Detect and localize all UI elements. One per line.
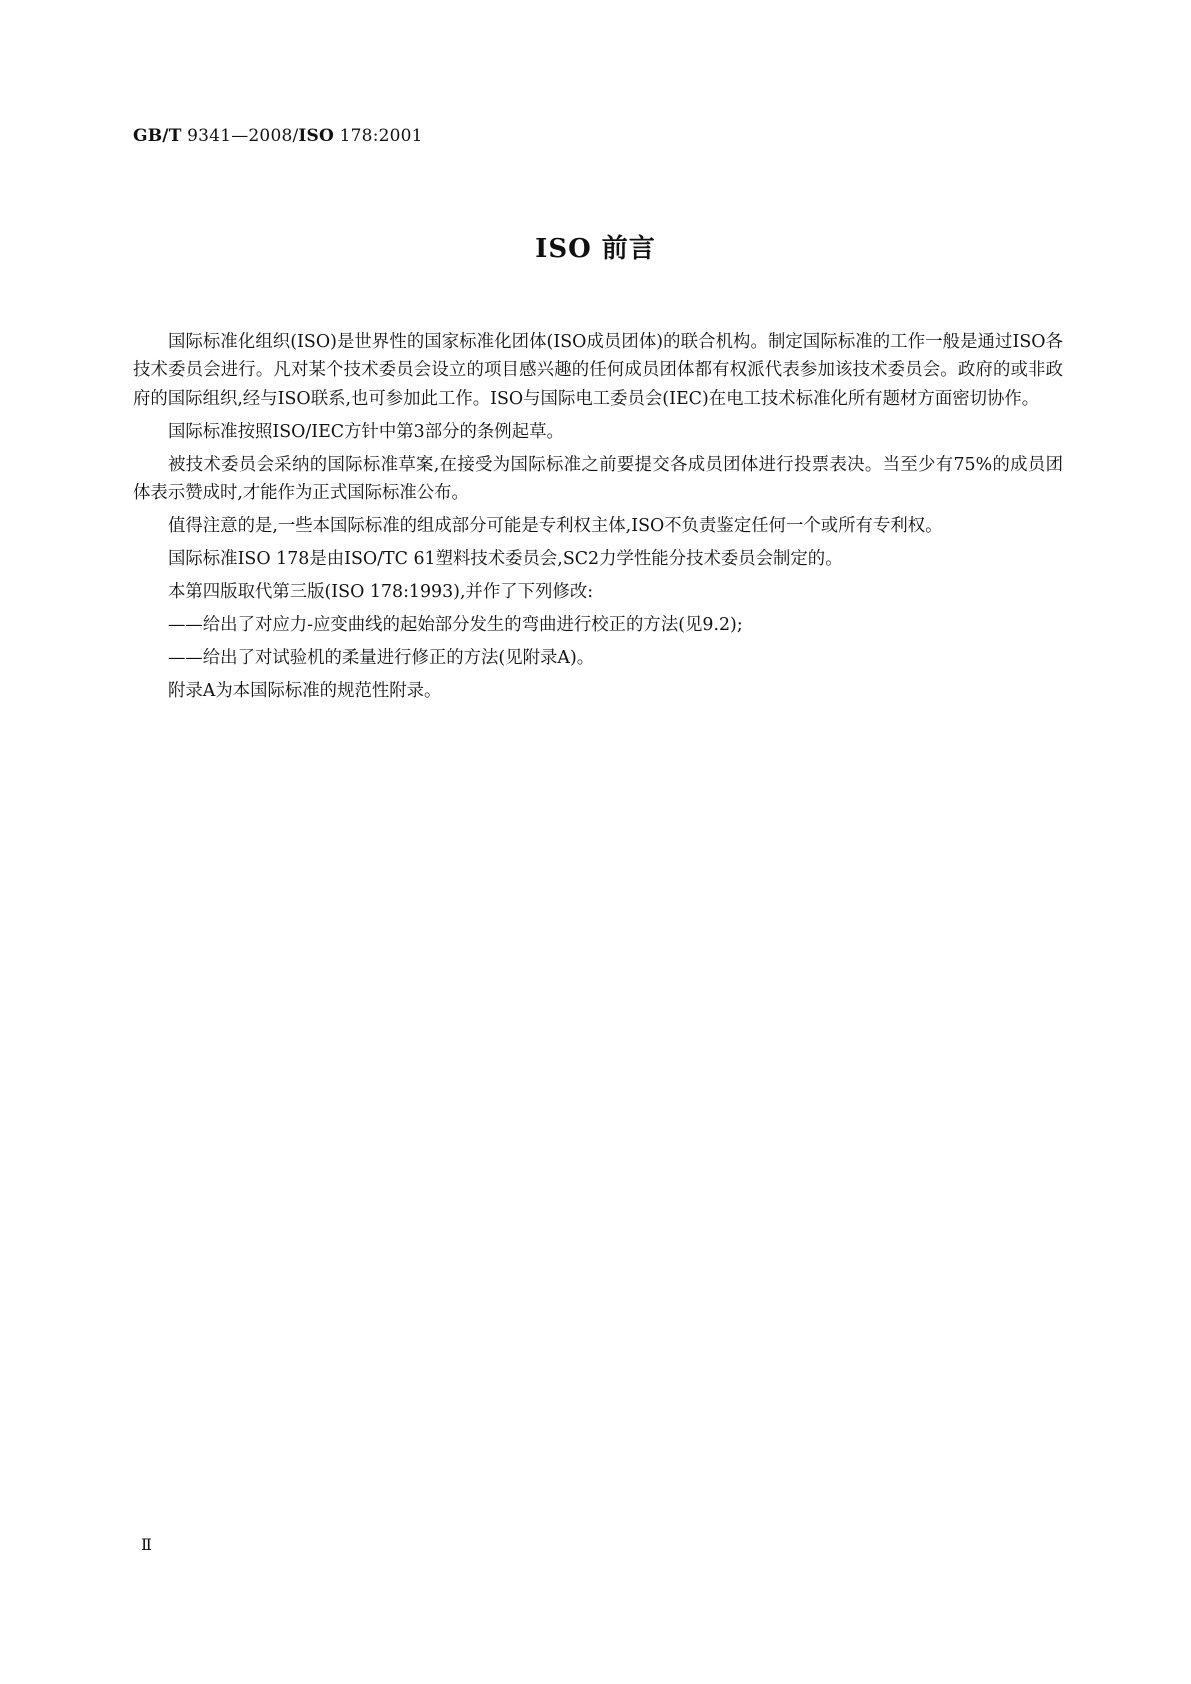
paragraph-edition: 本第四版取代第三版(ISO 178:1993),并作了下列修改:: [168, 582, 594, 603]
list-item-change-1: ——给出了对应力-应变曲线的起始部分发生的弯曲进行校正的方法(见9.2);: [168, 615, 743, 636]
document-code-iso: ISO: [298, 126, 335, 146]
page-title: ISO 前言: [535, 234, 656, 264]
list-item-change-2: ——给出了对试验机的柔量进行修正的方法(见附录A)。: [168, 648, 595, 669]
document-code: [133, 126, 423, 146]
paragraph-iso-intro: 国际标准化组织(ISO)是世界性的国家标准化团体(ISO成员团体)的联合机构。制定国际标准的工作一般是通过ISO各技术委员会进行。凡对某个技术委员会设立的项目感兴趣的任何成员团体都有权派代表参加该技术委员会。政府的或非政府的国际组织,经与ISO联系,也可参加此工作。ISO与国际电工委员会(IEC)在电工技术标准化所有题材方面密切协作。: [133, 332, 1063, 409]
document-code-gbt: GB/T: [133, 126, 182, 146]
paragraph-annex: 附录A为本国际标准的规范性附录。: [168, 681, 442, 702]
page-number: Ⅱ: [141, 1535, 152, 1554]
paragraph-committee: 国际标准ISO 178是由ISO/TC 61塑料技术委员会,SC2力学性能分技术委员会制定的。: [168, 549, 843, 570]
foreword-body: [133, 328, 1063, 710]
document-code-number: 9341—2008/: [181, 126, 299, 146]
document-code-iso-number: 178:2001: [334, 126, 423, 146]
paragraph-patent-notice: 值得注意的是,一些本国际标准的组成部分可能是专利权主体,ISO不负责鉴定任何一个或所有专利权。: [168, 516, 943, 537]
paragraph-drafting-rules: 国际标准按照ISO/IEC方针中第3部分的条例起草。: [168, 421, 564, 442]
paragraph-voting: 被技术委员会采纳的国际标准草案,在接受为国际标准之前要提交各成员团体进行投票表决。当至少有75%的成员团体表示赞成时,才能作为正式国际标准公布。: [133, 454, 1063, 504]
